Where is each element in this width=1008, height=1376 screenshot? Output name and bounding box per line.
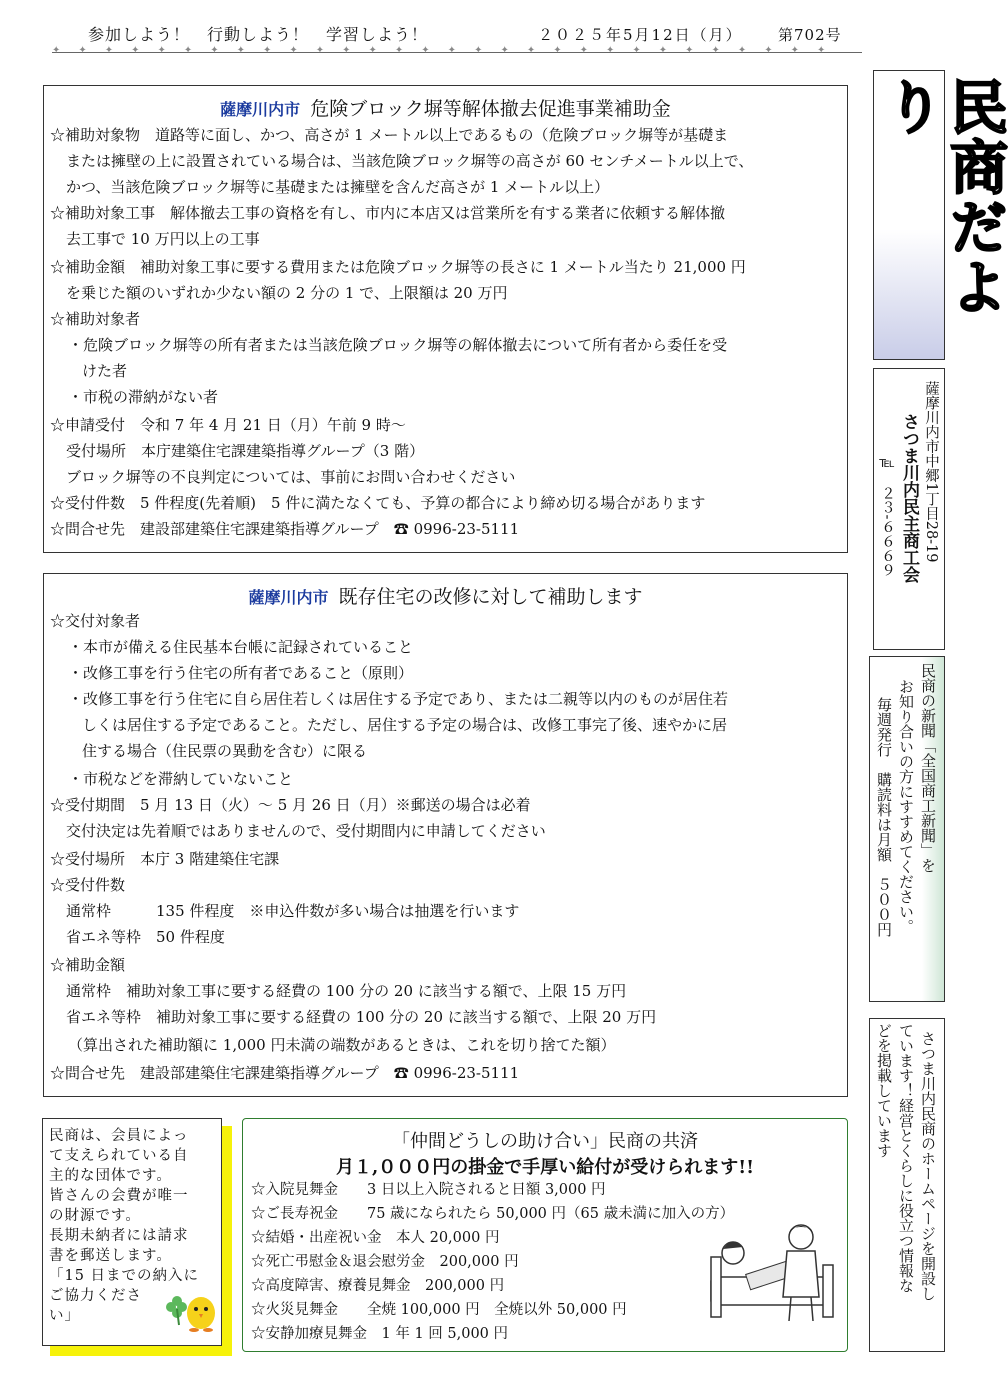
note-line: さつま川内民商のホームページを開設し [919,1031,937,1301]
benefit-line: ☆安静加療見舞金 1 年 1 回 5,000 円 [251,1326,509,1342]
article-city: 薩摩川内市 [220,100,301,119]
benefit-line: ☆死亡弔慰金＆退会慰労金 200,000 円 [251,1254,519,1270]
chick-clover-illustration [161,1281,221,1339]
header-ornament: ✦✦✦✦✦✦✦✦✦✦✦✦✦✦✦✦✦✦✦✦✦✦✦✦✦✦✦✦✦✦ [52,45,844,56]
mutual-aid-subtitle: 月１,０００円の掛金で手厚い給付が受けられます!! [335,1157,755,1178]
newspaper-ad [869,656,945,1002]
benefit-line: ☆入院見舞金 3 日以上入院されると日額 3,000 円 [251,1182,606,1198]
article-line: 通常枠 補助対象工事に要する経費の 100 分の 20 に該当する額で、上限 15 万円 [66,982,627,1000]
article-line: ☆申請受付 令和 7 年 4 月 21 日（月）午前 9 時～ [50,416,406,434]
dues-line: 「15 日までの納入に [49,1268,200,1284]
article-line: 住する場合（住民票の異動を含む）に限る [82,742,368,760]
organization-name: さつま川内民主商工会 [899,413,919,583]
article-line: を乗じた額のいずれか少ない額の 2 分の 1 で、上限額は 20 万円 [66,284,508,302]
dues-line: 民商は、会員によっ [49,1128,189,1144]
masthead-title: 民商だより [876,77,1008,317]
homepage-note [869,1018,945,1352]
article-line: ☆補助金額 [50,956,126,974]
article-line: ☆補助対象者 [50,310,141,328]
article-line: ☆問合せ先 建設部建築住宅課建築指導グループ ☎ 0996-23-5111 [50,520,520,538]
article-housing-renovation [43,573,848,1097]
article-line: ☆受付件数 [50,876,126,894]
dues-line: 書を郵送します。 [49,1248,172,1264]
phone-number: ℡ ２３‐６６６９ [879,455,895,578]
masthead [873,70,1008,360]
article-line: または擁壁の上に設置されている場合は、当該危険ブロック塀等の高さが 60 センチメートル以上で、 [66,152,754,170]
dues-line: て支えられている自 [49,1148,189,1164]
dues-line: い」 [49,1308,80,1324]
hospital-visit-illustration [707,1217,837,1337]
article-line: ☆問合せ先 建設部建築住宅課建築指導グループ ☎ 0996-23-5111 [50,1064,520,1082]
article-heading [44,582,847,609]
article-block-wall-subsidy [43,85,848,553]
article-line: ・改修工事を行う住宅に自ら居住若しくは居住する予定であり、または二親等以内のものが居住若 [68,690,729,708]
benefit-line: ☆火災見舞金 全焼 100,000 円 全焼以外 50,000 円 [251,1302,627,1318]
article-line: （算出された補助額に 1,000 円未満の端数があるときは、これを切り捨てた額） [68,1036,616,1054]
article-line: かつ、当該危険ブロック塀等に基礎または擁壁を含んだ高さが 1 メートル以上） [66,178,610,196]
mutual-aid-box [242,1118,848,1352]
article-line: ・危険ブロック塀等の所有者または当該危険ブロック塀等の解体撤去について所有者から委任を受 [68,336,728,354]
benefit-line: ☆高度障害、療養見舞金 200,000 円 [251,1278,505,1294]
ad-line: 民商の新聞「全国商工新聞」を [919,663,937,873]
note-line: ています！経営とくらしに役立つ情報な [897,1023,915,1293]
article-line: ☆交付対象者 [50,612,141,630]
note-line: どを掲載しています [875,1023,893,1158]
dues-note [42,1118,222,1346]
dues-line: 主的な団体です。 [49,1168,172,1184]
address-line: 薩摩川内市中郷1丁目28‐19 [923,381,939,563]
benefit-line: ☆ご長寿祝金 75 歳になられたら 50,000 円（65 歳未満に加入の方） [251,1206,735,1222]
note-shadow [50,1346,232,1356]
issue-date: ２０２５年5月12日（月） [538,26,743,44]
dues-line: の財源です。 [49,1208,141,1224]
article-line: ☆補助対象工事 解体撤去工事の資格を有し、市内に本店又は営業所を有する業者に依頼する解体撤 [50,204,726,222]
article-title: 既存住宅の改修に対して補助します [338,586,643,608]
issue-number: 第702号 [778,26,842,44]
article-line: ・本市が備える住民基本台帳に記録されていること [68,638,414,656]
article-title: 危険ブロック塀等解体撤去促進事業補助金 [310,98,671,120]
article-line: けた者 [82,362,128,380]
dues-line: ご協力くださ [49,1288,142,1304]
article-line: ☆受付場所 本庁 3 階建築住宅課 [50,850,280,868]
article-heading [44,94,847,121]
article-city: 薩摩川内市 [248,588,329,607]
address-box [873,368,945,650]
article-line: ・改修工事を行う住宅の所有者であること（原則） [68,664,414,682]
note-shadow [222,1126,232,1356]
article-line: ☆補助対象物 道路等に面し、かつ、高さが 1 メートル以上であるもの（危険ブロック塀等が基礎ま [50,126,729,144]
mutual-aid-title: 「仲間どうしの助け合い」民商の共済 [392,1131,698,1152]
article-line: ・市税の滞納がない者 [68,388,219,406]
ad-line: お知り合いの方にすすめてください。 [897,679,915,934]
article-line: 交付決定は先着順ではありませんので、受付期間内に申請してください [66,822,546,840]
article-line: ・市税などを滞納していないこと [68,770,294,788]
article-line: ☆補助金額 補助対象工事に要する費用または危険ブロック塀等の長さに 1 メートル当たり 21,000 円 [50,258,746,276]
benefit-line: ☆結婚・出産祝い金 本人 20,000 円 [251,1230,500,1246]
article-line: 受付場所 本庁建築住宅課建築指導グループ（3 階） [66,442,425,460]
article-line: 省エネ等枠 補助対象工事に要する経費の 100 分の 20 に該当する額で、上限 20 万円 [66,1008,657,1026]
article-line: 省エネ等枠 50 件程度 [66,928,225,946]
article-line: ブロック塀等の不良判定については、事前にお問い合わせください [66,468,516,486]
article-line: 去工事で 10 万円以上の工事 [66,230,260,248]
ad-line: 毎週発行 購読料は月額 ５００円 [875,697,893,937]
dues-line: 皆さんの会費が唯一 [49,1188,189,1204]
article-line: しくは居住する予定であること。ただし、居住する予定の場合は、改修工事完了後、速やかに居 [82,716,728,734]
article-line: ☆受付件数 5 件程度(先着順) 5 件に満たなくても、予算の都合により締め切る場合があります [50,494,706,512]
article-line: 通常枠 135 件程度 ※申込件数が多い場合は抽選を行います [66,902,520,920]
slogan: 参加しよう！ 行動しよう！ 学習しよう！ [88,25,429,44]
article-line: ☆受付期間 5 月 13 日（火）～ 5 月 26 日（月）※郵送の場合は必着 [50,796,531,814]
dues-line: 長期未納者には請求 [49,1228,189,1244]
